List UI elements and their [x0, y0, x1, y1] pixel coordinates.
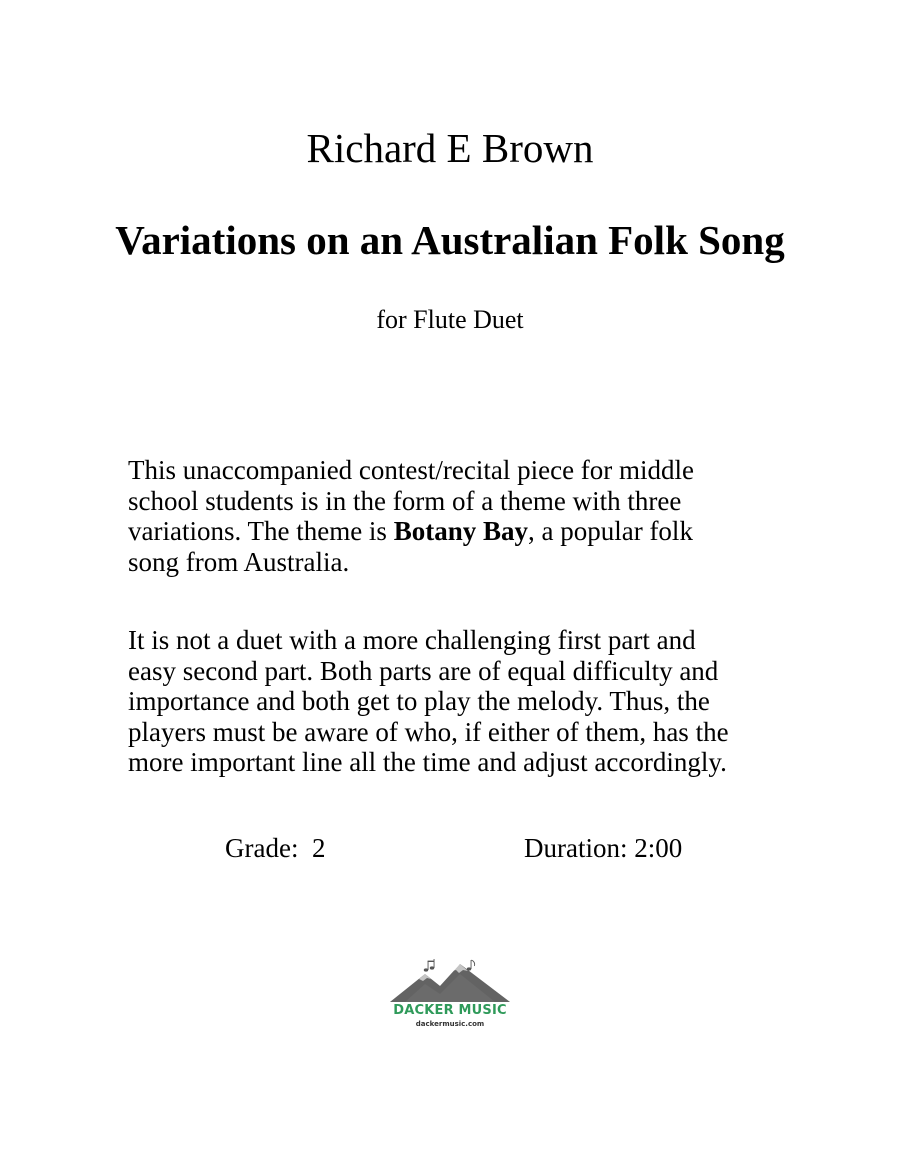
piece-title: Variations on an Australian Folk Song [115, 217, 785, 263]
publisher-name: DACKER MUSIC [393, 1003, 507, 1018]
theme-name: Botany Bay [393, 516, 528, 546]
description-text: variations. The theme is [128, 516, 394, 546]
description-line: easy second part. Both parts are of equal difficulty and [128, 655, 719, 686]
description-line: song from Australia. [128, 546, 350, 577]
duration-label: Duration: 2:00 [524, 833, 683, 863]
description-line: importance and both get to play the melody. Thus, the [128, 686, 710, 716]
description-line: more important line all the time and adjust accordingly. [128, 747, 727, 777]
publisher-url: dackermusic.com [415, 1020, 485, 1028]
description-line: school students is in the form of a theme with three [128, 485, 682, 516]
description-paragraph-1 [128, 455, 828, 577]
music-notes [424, 959, 475, 972]
composer-name: Richard E Brown [306, 125, 594, 171]
publisher-logo [385, 958, 515, 1038]
mountain-music-notes-icon [385, 958, 515, 1006]
description-line [128, 516, 828, 547]
description-line: players must be aware of who, if either of them, has the [128, 716, 729, 747]
description-paragraph-2 [128, 625, 828, 778]
description-line: This unaccompanied contest/recital piece for middle [128, 455, 695, 485]
grade-label: Grade: 2 [225, 833, 326, 863]
description-text: , a popular folk [527, 516, 693, 546]
description-line: It is not a duet with a more challenging first part and [128, 625, 696, 655]
instrumentation: for Flute Duet [376, 305, 524, 334]
